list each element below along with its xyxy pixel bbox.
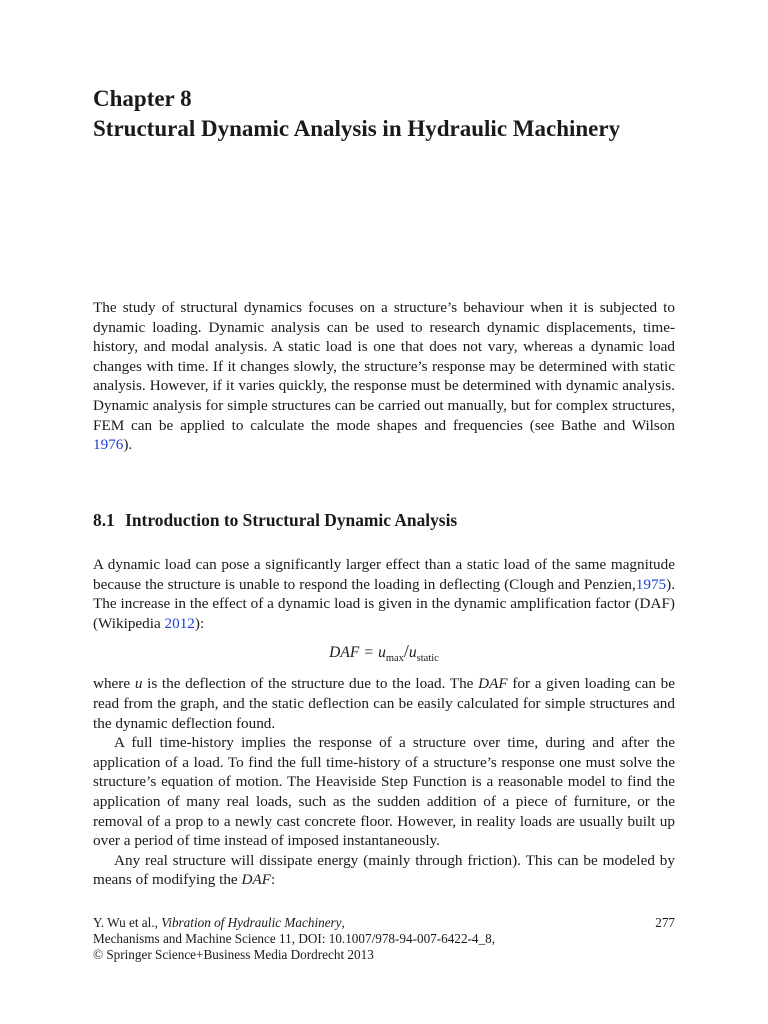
paragraph-text: : xyxy=(271,871,276,889)
paragraph-text: is the deflection of the structure due to the load. The xyxy=(142,675,479,693)
chapter-title: Structural Dynamic Analysis in Hydraulic Machinery xyxy=(93,116,621,141)
chapter-abstract xyxy=(93,298,675,455)
term-daf: DAF xyxy=(478,675,508,693)
paragraph-text: A dynamic load can pose a significantly larger effect than a static load of the same magnitude because the structure is unable to respond the loading in deflecting (Clough and Penzien, xyxy=(93,556,675,593)
section-title: Introduction to Structural Dynamic Analysis xyxy=(125,510,458,530)
equation-lhs: DAF xyxy=(329,644,360,662)
citation-link-bathe-wilson[interactable]: 1976 xyxy=(93,436,124,454)
equation-sub-static: static xyxy=(416,653,439,665)
equation-slash: / xyxy=(403,641,409,662)
paragraph-text: for a given loading can be read from the graph, and the static deflection can be easily calculated for simple structures and the dynamic deflection found. xyxy=(93,675,675,732)
equation-sub-max: max xyxy=(385,653,404,665)
paragraph-energy-dissipation xyxy=(93,851,675,890)
equation-u-static: u xyxy=(408,644,417,662)
paragraph-text: ). The increase in the effect of a dynamic load is given in the dynamic amplification factor (DAF) (Wikipedia xyxy=(93,575,675,632)
footer-series-line: Mechanisms and Machine Science 11, DOI: 10.1007/978-94-007-6422-4_8, xyxy=(93,931,496,947)
paragraph-daf-intro xyxy=(93,555,675,633)
footer-citation-line xyxy=(93,915,675,931)
footer-authors: Y. Wu et al., xyxy=(93,915,162,930)
paragraph-time-history: A full time-history implies the response of a structure over time, during and after the application of a load. To find the full time-history of a structure’s response one must solve the structure’s equation of motion. The Heaviside Step Function is a reasonable model to find the application of many real loads, such as the sudden addition of a piece of furniture, or the removal of a prop to a newly cast concrete floor. However, in reality loads are usually built up over a period of time instead of imposed instantaneously. xyxy=(93,734,675,850)
citation-link-clough-penzien[interactable]: 1975 xyxy=(635,575,667,593)
abstract-paragraph xyxy=(93,298,675,455)
citation-link-wikipedia[interactable]: 2012 xyxy=(164,614,195,632)
footer-copyright-line: © Springer Science+Business Media Dordrecht 2013 xyxy=(93,947,374,963)
equation-u-max: u xyxy=(378,644,386,662)
paragraph-text: where xyxy=(93,675,135,693)
footer-book-title: Vibration of Hydraulic Machinery xyxy=(161,915,342,930)
paragraph-text: Any real structure will dissipate energy (mainly through friction). This can be modeled by means of modifying the xyxy=(93,851,675,889)
section-heading xyxy=(93,510,457,531)
paragraph-text: ): xyxy=(194,614,205,632)
footer-comma: , xyxy=(341,915,345,930)
section-body xyxy=(93,555,675,890)
daf-equation xyxy=(93,641,675,664)
page-number: 277 xyxy=(655,915,675,930)
term-daf: DAF xyxy=(241,871,272,889)
variable-u: u xyxy=(134,675,143,693)
section-number: 8.1 xyxy=(93,510,115,530)
abstract-text: The study of structural dynamics focuses on a structure’s behaviour when it is subjected to dynamic loading. Dynamic analysis can be used to research dynamic displacements, time-history, and modal analysis. A static load is one that does not vary, whereas a dynamic load changes with time. If it changes slowly, the structure’s response may be determined with static analysis. However, if it varies quickly, the response must be determined with dynamic analysis. Dynamic analysis for simple structures can be carried out manually, but for complex structures, FEM can be applied to calculate the mode shapes and frequencies (see Bathe and Wilson xyxy=(93,299,675,434)
abstract-text-end: ). xyxy=(123,436,133,454)
page-header xyxy=(93,86,675,889)
page-footer xyxy=(93,915,675,964)
equation-equals: = xyxy=(364,644,374,662)
chapter-label: Chapter 8 xyxy=(93,86,192,111)
paragraph-where-u xyxy=(93,674,675,733)
